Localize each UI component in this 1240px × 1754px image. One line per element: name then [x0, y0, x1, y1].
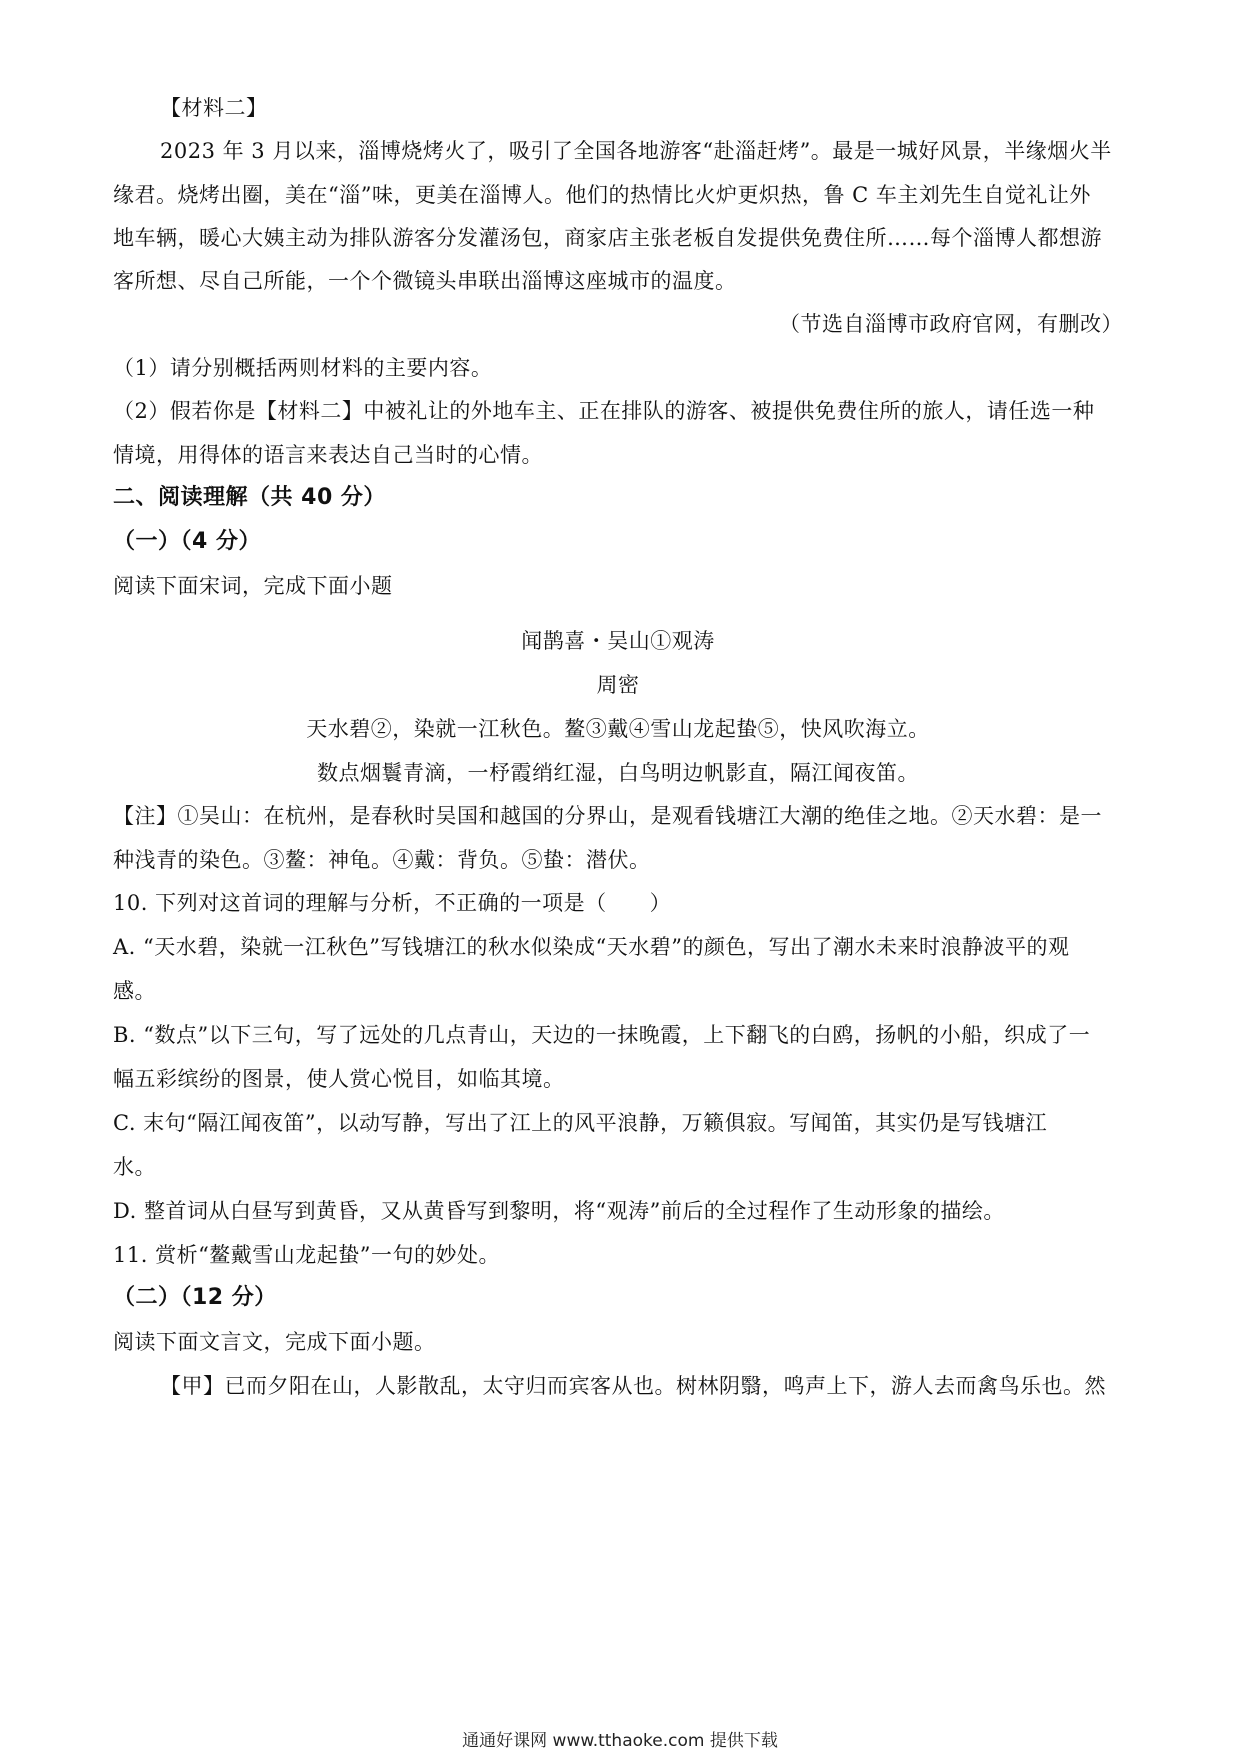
poem-author: 周密 — [596, 673, 640, 697]
classical-text-line: 【甲】已而夕阳在山，人影散乱，太守归而宾客从也。树林阴翳，鸣声上下，游人去而禽鸟乐也。然 — [160, 1374, 1106, 1398]
part-title: （一）（4 分） — [113, 529, 261, 554]
section-title: 二、阅读理解（共 40 分） — [113, 485, 386, 510]
question-10: 10. 下列对这首词的理解与分析，不正确的一项是（ ） — [113, 891, 672, 915]
option-c-line: 水。 — [113, 1155, 156, 1179]
poem-note-line: 种浅青的染色。③鳌：神龟。④戴：背负。⑤蛰：潜伏。 — [113, 848, 651, 872]
material-source: （节选自淄博市政府官网，有删改） — [779, 312, 1123, 336]
poem-line: 天水碧②，染就一江秋色。鳌③戴④雪山龙起蛰⑤，快风吹海立。 — [306, 717, 930, 741]
option-a-line: A. “天水碧，染就一江秋色”写钱塘江的秋水似染成“天水碧”的颜色，写出了潮水未来时浪静波平的观 — [113, 935, 1070, 959]
material-paragraph-line: 客所想、尽自己所能，一个个微镜头串联出淄博这座城市的温度。 — [113, 269, 737, 293]
poem-title: 闻鹊喜・吴山①观涛 — [521, 629, 715, 653]
part-instruction: 阅读下面宋词，完成下面小题 — [113, 574, 393, 598]
material-label: 【材料二】 — [160, 96, 268, 120]
option-c-line: C. 末句“隔江闻夜笛”，以动写静，写出了江上的风平浪静，万籁俱寂。写闻笛，其实仍是写钱塘江 — [113, 1111, 1048, 1135]
material-paragraph-line: 地车辆，暖心大姨主动为排队游客分发灌汤包，商家店主张老板自发提供免费住所……每个淄博人都想游 — [113, 226, 1102, 250]
part-title: （二）（12 分） — [113, 1285, 277, 1310]
question-2-line: 情境，用得体的语言来表达自己当时的心情。 — [113, 443, 543, 467]
material-paragraph-line: 缘君。烧烤出圈，美在“淄”味，更美在淄博人。他们的热情比火炉更炽热，鲁 C 车主刘先生自觉礼让外 — [113, 183, 1091, 207]
poem-line: 数点烟鬟青滴，一杼霞绡红湿，白鸟明边帆影直，隔江闻夜笛。 — [317, 761, 919, 785]
poem-note-line: 【注】①吴山：在杭州，是春秋时吴国和越国的分界山，是观看钱塘江大潮的绝佳之地。②天水碧：是一 — [113, 804, 1102, 828]
material-paragraph-line: 2023 年 3 月以来，淄博烧烤火了，吸引了全国各地游客“赴淄赶烤”。最是一城好风景，半缘烟火半 — [160, 139, 1112, 163]
part-instruction: 阅读下面文言文，完成下面小题。 — [113, 1330, 436, 1354]
option-d: D. 整首词从白昼写到黄昏，又从黄昏写到黎明，将“观涛”前后的全过程作了生动形象的描绘。 — [113, 1199, 1005, 1223]
page-footer: 通通好课网 www.tthaoke.com 提供下载 — [462, 1731, 778, 1751]
question-2-line: （2）假若你是【材料二】中被礼让的外地车主、正在排队的游客、被提供免费住所的旅人，请任选一种 — [113, 399, 1095, 423]
option-b-line: 幅五彩缤纷的图景，使人赏心悦目，如临其境。 — [113, 1067, 565, 1091]
question-1: （1）请分别概括两则材料的主要内容。 — [113, 356, 493, 380]
question-11: 11. 赏析“鳌戴雪山龙起蛰”一句的妙处。 — [113, 1243, 501, 1267]
option-a-line: 感。 — [113, 979, 156, 1003]
option-b-line: B. “数点”以下三句，写了远处的几点青山，天边的一抹晚霞，上下翻飞的白鸥，扬帆的小船，织成了一 — [113, 1023, 1091, 1047]
